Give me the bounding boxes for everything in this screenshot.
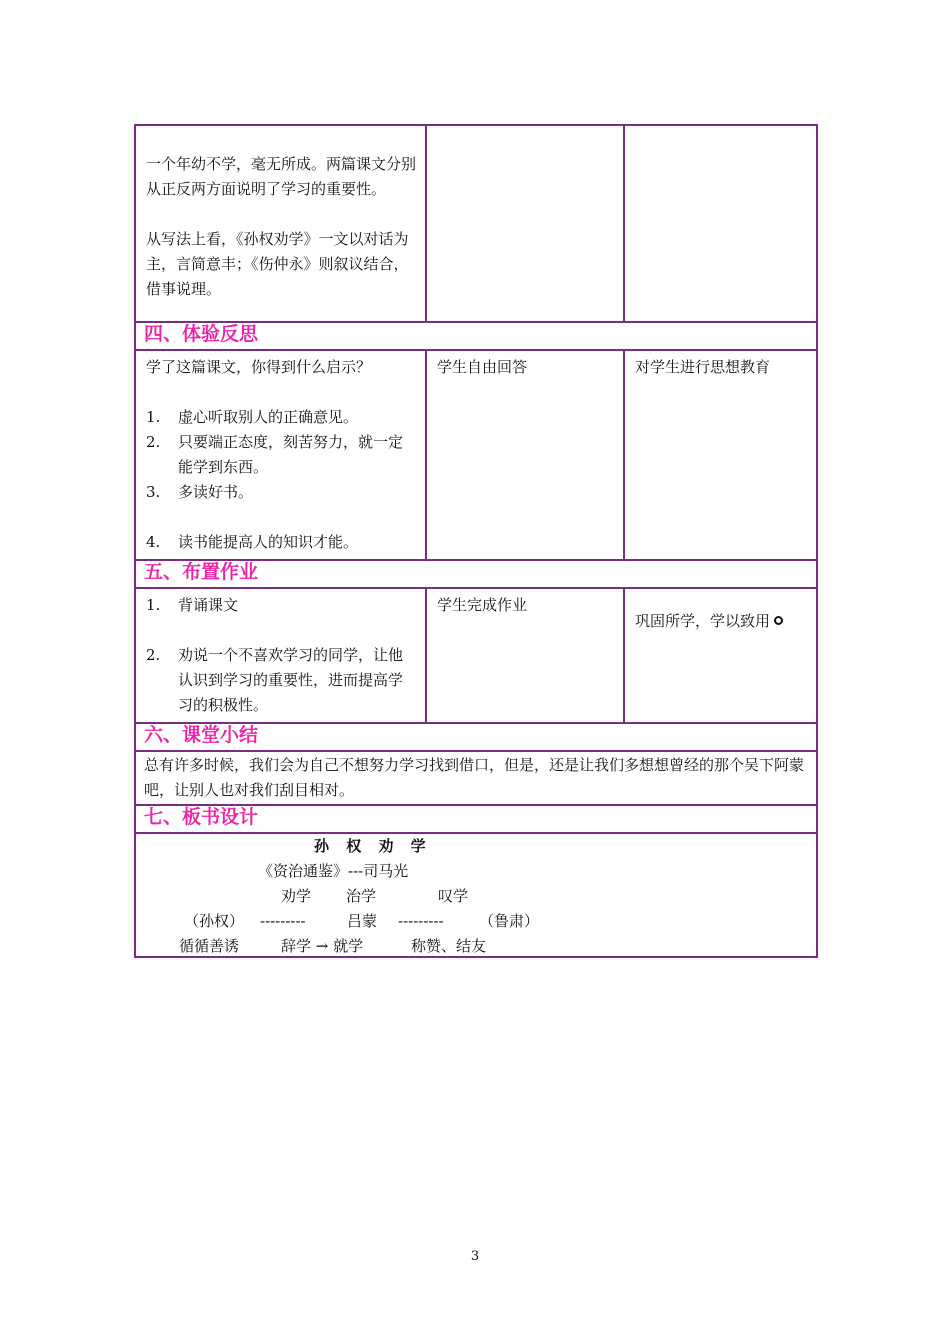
board-dash-left: ---------	[260, 912, 306, 930]
board-xunxun: 循循善诱	[179, 937, 240, 955]
lesson-plan-table	[134, 124, 818, 958]
section-heading-homework: 五、布置作业	[135, 560, 817, 588]
board-cixue-jiuxue: 辞学 → 就学	[281, 937, 364, 955]
board-source: 《资治通鉴》---司马光	[258, 862, 409, 880]
list-item: 1. 虚心听取别人的正确意见。	[146, 408, 359, 426]
homework-purpose-cell	[624, 588, 817, 723]
list-item: 2. 劝说一个不喜欢学习的同学，让他认识到学习的重要性，进而提高学习的积极性。	[146, 646, 404, 714]
reflection-content-cell	[135, 350, 426, 560]
section-heading-summary: 六、课堂小结	[135, 723, 817, 751]
blackboard-design	[135, 833, 817, 957]
section-heading-reflection: 四、体验反思	[135, 322, 817, 350]
list-item: 2. 只要端正态度，刻苦努力，就一定能学到东西。	[146, 433, 404, 476]
list-item: 4. 读书能提高人的知识才能。	[146, 533, 359, 551]
intro-paragraph-1: 一个年幼不学，毫无所成。两篇课文分别从正反两方面说明了学习的重要性。	[146, 155, 417, 198]
board-label-tanxue: 叹学	[438, 887, 469, 905]
intro-content-cell	[135, 125, 426, 322]
homework-content-cell	[135, 588, 426, 723]
homework-row	[135, 588, 817, 723]
board-lusu: （鲁肃）	[479, 912, 540, 930]
board-label-zhixue: 治学	[346, 887, 377, 905]
board-label-quanxue: 劝学	[281, 887, 312, 905]
homework-purpose-text: 巩固所学，学以致用	[635, 612, 771, 630]
list-item: 3. 多读好书。	[146, 483, 254, 501]
intro-paragraph-2: 从写法上看，《孙权劝学》一文以对话为主，言简意丰；《伤仲永》则叙议结合，借事说理。	[146, 230, 409, 298]
board-lvmeng: 吕蒙	[347, 912, 378, 930]
reflection-row	[135, 350, 817, 560]
reflection-purpose-cell: 对学生进行思想教育	[624, 350, 817, 560]
intro-student-cell	[426, 125, 624, 322]
homework-student-cell: 学生完成作业	[426, 588, 624, 723]
reflection-question: 学了这篇课文，你得到什么启示？	[146, 358, 372, 376]
intro-purpose-cell	[624, 125, 817, 322]
list-item: 1. 背诵课文	[146, 596, 239, 614]
summary-cell: 总有许多时候，我们会为自己不想努力学习找到借口，但是，还是让我们多想想曾经的那个吴下阿蒙吧，让别人也对我们刮目相对。	[135, 751, 817, 805]
board-chengzan: 称赞、结友	[411, 937, 487, 955]
section-heading-blackboard: 七、板书设计	[135, 805, 817, 833]
page-number: 3	[470, 1249, 480, 1264]
intro-row	[135, 125, 817, 322]
board-dash-right: ---------	[398, 912, 444, 930]
board-title: 孙 权 劝 学	[314, 837, 432, 855]
reflection-student-cell: 学生自由回答	[426, 350, 624, 560]
circle-bullet-icon	[774, 616, 783, 625]
board-sunquan: （孙权）	[184, 912, 245, 930]
